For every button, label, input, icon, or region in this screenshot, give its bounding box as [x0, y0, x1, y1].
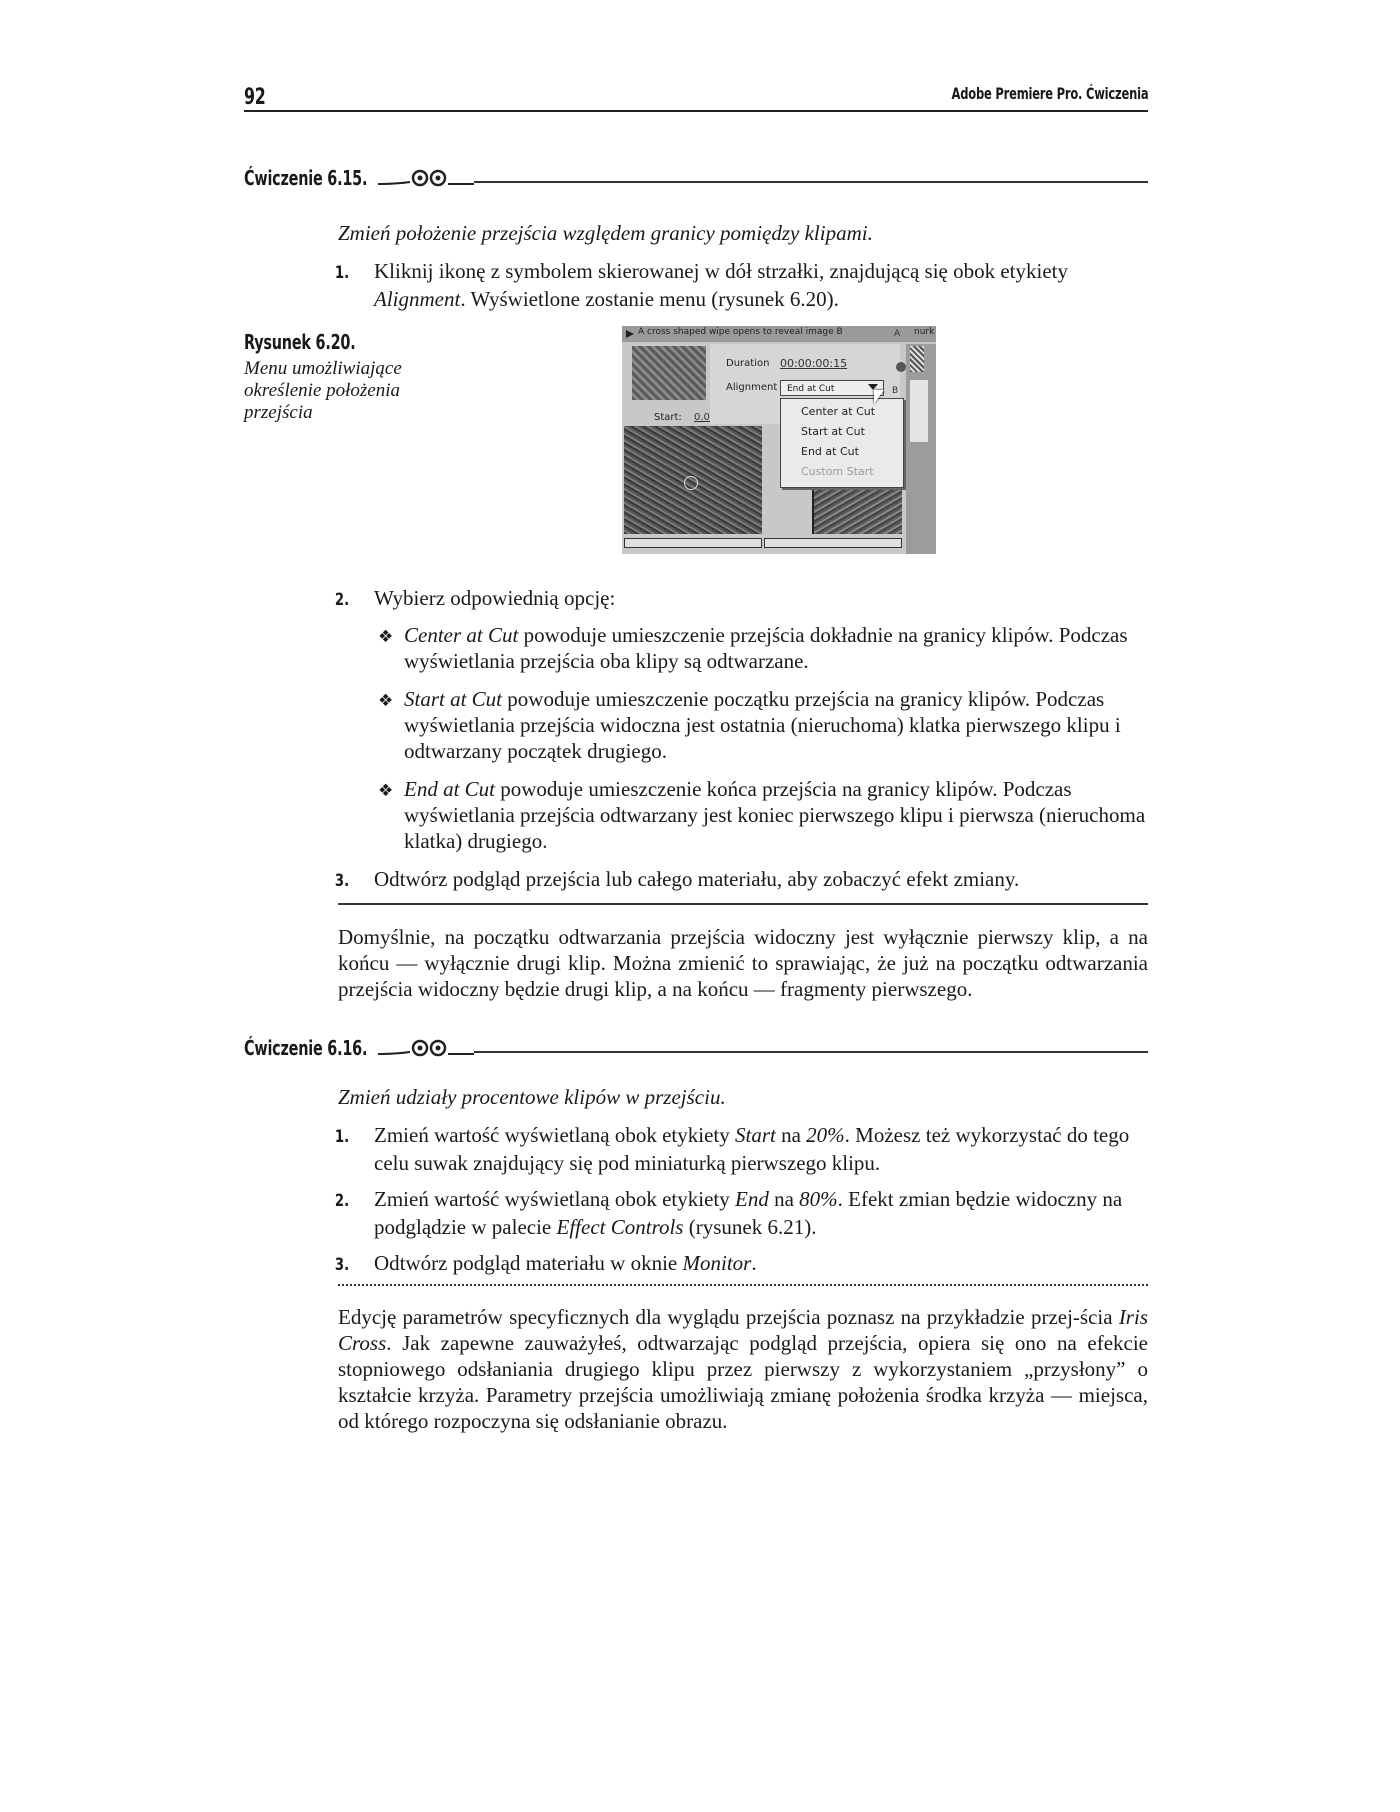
page-number: 92	[244, 85, 266, 110]
ornament-icon	[376, 1038, 476, 1060]
exercise-615-step-3: 3. Odtwórz podgląd przejścia lub całego materiału, aby zobaczyć efekt zmiany.	[334, 867, 1020, 891]
exercise-616-heading	[244, 1036, 1148, 1062]
alignment-select[interactable]: End at Cut	[780, 380, 884, 396]
exercise-615-label: Ćwiczenie 6.15.	[244, 166, 368, 190]
thumbnail-a	[632, 346, 706, 400]
label-b: B	[892, 386, 899, 396]
paragraph-iris-cross: Edycję parametrów specyficznych dla wyglądu przejścia poznasz na przykładzie przej-ścia Iris Cross. Jak zapewne zauważyłeś, odtwarzając podgląd przejścia, opiera się ono na efekcie stopniowego odsłaniania drugiego klipu przez pierwszy z wykorzystaniem „przysłony” o kształcie krzyża. Parametry przejścia umożliwiają zmianę położenia środka krzyża — miejsca, od którego rozpoczyna się odsłanianie obrazu.	[338, 1305, 1148, 1433]
exercise-616-step-1: 1. Zmień wartość wyświetlaną obok etykiety Start na 20%. Możesz też wykorzystać do tego celu suwak znajdujący się pod miniaturką pierwszego klipu.	[334, 1123, 1130, 1175]
alignment-menu	[780, 398, 904, 488]
start-label: Start:	[654, 412, 682, 423]
cursor-icon	[874, 390, 884, 404]
duration-value[interactable]: 00:00:00:15	[780, 357, 848, 370]
center-marker[interactable]	[684, 476, 698, 490]
ornament-icon	[376, 168, 476, 190]
exercise-615-instruction: Zmień położenie przejścia względem granicy pomiędzy klipami.	[338, 221, 873, 245]
section-rule-dotted	[338, 1284, 1148, 1286]
exercise-616-label: Ćwiczenie 6.16.	[244, 1036, 368, 1060]
menu-item-start-at-cut[interactable]: Start at Cut	[801, 425, 865, 438]
label-a: A	[894, 329, 901, 339]
start-value[interactable]: 0.0	[694, 412, 710, 423]
exercise-615-step-1: 1. Kliknij ikonę z symbolem skierowanej w dół strzałki, znajdującą się obok etykiety Alignment. Wyświetlone zostanie menu (rysunek 6.20).	[334, 259, 1068, 311]
exercise-616-step-2: 2. Zmień wartość wyświetlaną obok etykiety End na 80%. Efekt zmian będzie widoczny na podglądzie w palecie Effect Controls (rysunek 6.21).	[334, 1187, 1123, 1239]
menu-item-custom-start: Custom Start	[801, 465, 874, 478]
bullet-end-at-cut: ❖ End at Cut powoduje umieszczenie końca przejścia na granicy klipów. Podczas wyświetlania przejścia odtwarzany jest koniec pierwszego klipu i pierwsza (nieruchoma klatka) drugiego.	[378, 777, 1146, 853]
exercise-616-instruction: Zmień udziały procentowe klipów w przejściu.	[338, 1085, 726, 1109]
reverse-icon[interactable]	[896, 362, 906, 372]
exercise-615-heading	[244, 166, 1148, 192]
end-slider[interactable]	[764, 538, 902, 548]
header-rule	[244, 110, 1148, 112]
play-icon	[626, 330, 634, 338]
label-nur: nurk	[914, 327, 935, 337]
figure-caption: Menu umożliwiające określenie położenia przejścia	[244, 358, 402, 423]
paragraph-default-playback: Domyślnie, na początku odtwarzania przejścia widoczny jest wyłącznie pierwszy klip, a na końcu — wyłącznie drugi klip. Można zmienić to sprawiając, że już na początku odtwarzania przejścia widoczny będzie drugi klip, a na końcu — fragmenty pierwszego.	[338, 925, 1148, 1001]
start-slider[interactable]	[624, 538, 762, 548]
section-rule	[338, 903, 1148, 905]
duration-label: Duration	[726, 358, 770, 369]
figure-title: Rysunek 6.20.	[244, 330, 356, 354]
exercise-616-step-3: 3. Odtwórz podgląd materiału w oknie Monitor.	[334, 1251, 757, 1275]
exercise-615-step-2: 2. Wybierz odpowiednią opcję:	[334, 586, 616, 610]
bullet-icon: ❖	[378, 691, 394, 711]
menu-item-center-at-cut[interactable]: Center at Cut	[801, 405, 876, 418]
transition-description: A cross shaped wipe opens to reveal image B	[638, 327, 843, 337]
running-title: Adobe Premiere Pro. Ćwiczenia	[951, 84, 1148, 103]
bullet-icon: ❖	[378, 781, 394, 801]
alignment-label: Alignment	[726, 382, 778, 393]
bullet-icon: ❖	[378, 627, 394, 647]
figure-screenshot	[622, 326, 936, 554]
menu-item-end-at-cut[interactable]: End at Cut	[801, 445, 859, 458]
bullet-start-at-cut: ❖ Start at Cut powoduje umieszczenie początku przejścia na granicy klipów. Podczas wyświetlania przejścia widoczna jest ostatnia (nieruchoma) klatka pierwszego klipu i odtwarzany początek drugiego.	[378, 687, 1121, 763]
bullet-center-at-cut: ❖ Center at Cut powoduje umieszczenie przejścia dokładnie na granicy klipów. Podczas wyświetlania przejścia oba klipy są odtwarzane.	[378, 623, 1128, 673]
